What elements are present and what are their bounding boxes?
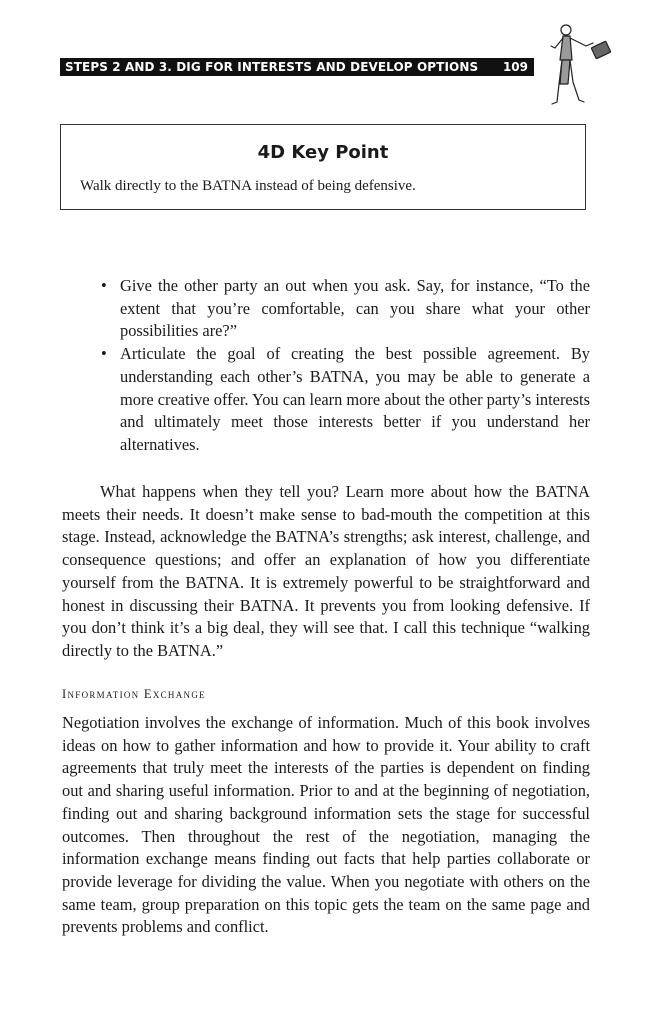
list-item-text: Give the other party an out when you ask. Say, for instance, “To the extent that you’re comfortable, can you share what your other possibilities are?”	[120, 276, 590, 341]
key-point-title: 4D Key Point	[257, 142, 389, 163]
key-point-text: Walk directly to the BATNA instead of being defensive.	[80, 178, 416, 194]
section-paragraph: Negotiation involves the exchange of information. Much of this book involves ideas on how to gather information and how to provide it. Your ability to craft agreements that truly meet the interests of the parties is dependent on finding out and sharing useful information. Prior to and at the beginning of negotiation, finding out and sharing background information sets the stage for successful outcomes. Then throughout the rest of the negotiation, managing the information exchange means finding out facts that help parties collaborate or provide leverage for dividing the value. When you negotiate with others on the same team, group preparation on this topic gets the team on the same page and prevents problems and conflict.	[62, 713, 590, 937]
bullet-list	[101, 275, 590, 457]
bullet-dot: •	[101, 276, 107, 295]
bullet-dot: •	[101, 344, 107, 364]
businessman-with-briefcase-icon	[546, 20, 616, 110]
running-header-title: STEPS 2 AND 3. DIG FOR INTERESTS AND DEVELOP OPTIONS	[65, 60, 479, 74]
page-number: 109	[502, 60, 528, 74]
section-heading: Information Exchange	[62, 687, 206, 701]
key-point-box	[60, 124, 586, 210]
list-item-text: Articulate the goal of creating the best possible agreement. By understanding each other’s BATNA, you may be able to generate a more creative offer. You can learn more about the other party’s interests and ultimately meet those interests better if you understand her alternatives.	[120, 344, 590, 454]
body-paragraph: What happens when they tell you? Learn more about how the BATNA meets their needs. It doesn’t make sense to bad-mouth the competition at this stage. Instead, acknowledge the BATNA’s strengths; ask interest, challenge, and consequence questions; and offer an explanation of how you differentiate yourself from the BATNA. It is extremely powerful to be straightforward and honest in discussing their BATNA. It prevents you from looking defensive. If you don’t think it’s a big deal, they will see that. I call this technique “walking directly to the BATNA.”	[62, 482, 590, 660]
list-item	[101, 275, 590, 343]
list-item	[101, 343, 590, 457]
running-header	[60, 58, 534, 76]
